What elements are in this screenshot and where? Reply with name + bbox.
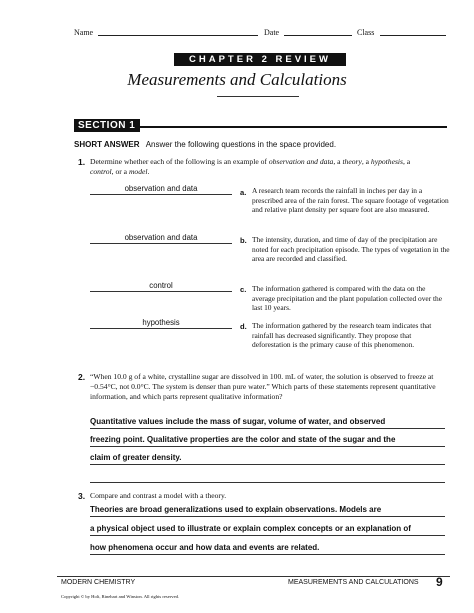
answer-line [90, 482, 445, 483]
title-underline [217, 96, 299, 97]
item-text: The information gathered is compared with the data on the average precipitation and the plant population collected over the last 10 years. [252, 284, 443, 313]
answer-text: a physical object used to illustrate or explain complex concepts or an explanation of [90, 524, 411, 533]
answer-line [90, 554, 445, 555]
item-letter: d. [240, 322, 247, 331]
footer-rule [57, 576, 450, 577]
item-text: The intensity, duration, and time of day of the precipitation are noted for each precipitation episode. The types of vegetation in the area are recorded and classified. [252, 235, 450, 264]
answer-text: Quantitative values include the mass of sugar, volume of water, and observed [90, 417, 386, 426]
answer-blank-d[interactable]: hypothesis [142, 318, 180, 327]
item-letter: b. [240, 236, 247, 245]
item-letter: c. [240, 285, 247, 294]
answer-text: Theories are broad generalizations used to explain observations. Models are [90, 505, 382, 514]
class-field[interactable] [380, 35, 446, 36]
answer-blank-b[interactable]: observation and data [124, 233, 198, 242]
answer-blank-a[interactable]: observation and data [124, 184, 198, 193]
answer-line [90, 516, 445, 517]
answer-text: freezing point. Qualitative properties are the color and state of the sugar and the [90, 435, 396, 444]
item-text: The information gathered by the research team indicates that rainfall has decreased significantly. They propose that deforestation is the primary cause of this phenomenon. [252, 321, 432, 350]
answer-line [90, 243, 232, 244]
answer-blank-c[interactable]: control [149, 281, 173, 290]
date-label: Date [264, 28, 280, 37]
class-label: Class [357, 28, 375, 37]
answer-text: how phenomena occur and how data and events are related. [90, 543, 320, 552]
date-field[interactable] [284, 35, 352, 36]
instructions-label: SHORT ANSWER [74, 140, 140, 149]
name-field[interactable] [98, 35, 258, 36]
page-number: 9 [436, 575, 443, 589]
answer-line [90, 464, 445, 465]
answer-line [90, 291, 232, 292]
name-label: Name [74, 28, 94, 37]
answer-line [90, 446, 445, 447]
question-number: 3. [78, 491, 86, 501]
instructions-text: Answer the following questions in the space provided. [145, 140, 337, 149]
item-letter: a. [240, 188, 247, 197]
question-text: “When 10.0 g of a white, crystalline sugar are dissolved in 100. mL of water, the solution is observed to freeze at −0.54°C, not 0.0°C. The system is denser than pure water.” Which parts of these statements represent quantitative information, and which parts represent qualitative information? [90, 372, 436, 401]
question-number: 2. [78, 372, 86, 382]
answer-line [90, 328, 232, 329]
question-text: Compare and contrast a model with a theory. [90, 491, 227, 500]
page-title: Measurements and Calculations [127, 70, 347, 89]
question-text: Determine whether each of the following is an example of observation and data, a theory, a hypothesis, a control, or a model. [90, 157, 411, 176]
answer-line [90, 428, 445, 429]
copyright: Copyright © by Holt, Rinehart and Winston. All rights reserved. [61, 594, 180, 599]
question-number: 1. [78, 157, 86, 167]
item-text: A research team records the rainfall in inches per day in a prescribed area of the rain forest. The square footage of vegetation and relative plant density per square foot are also measured. [252, 186, 449, 215]
footer-left: MODERN CHEMISTRY [61, 579, 136, 586]
section-heading: SECTION 1 [74, 119, 140, 132]
answer-line [90, 535, 445, 536]
answer-line [90, 194, 232, 195]
instructions [74, 140, 336, 149]
chapter-banner: CHAPTER 2 REVIEW [174, 53, 346, 66]
footer-right: MEASUREMENTS AND CALCULATIONS [288, 579, 419, 586]
answer-text: claim of greater density. [90, 453, 182, 462]
